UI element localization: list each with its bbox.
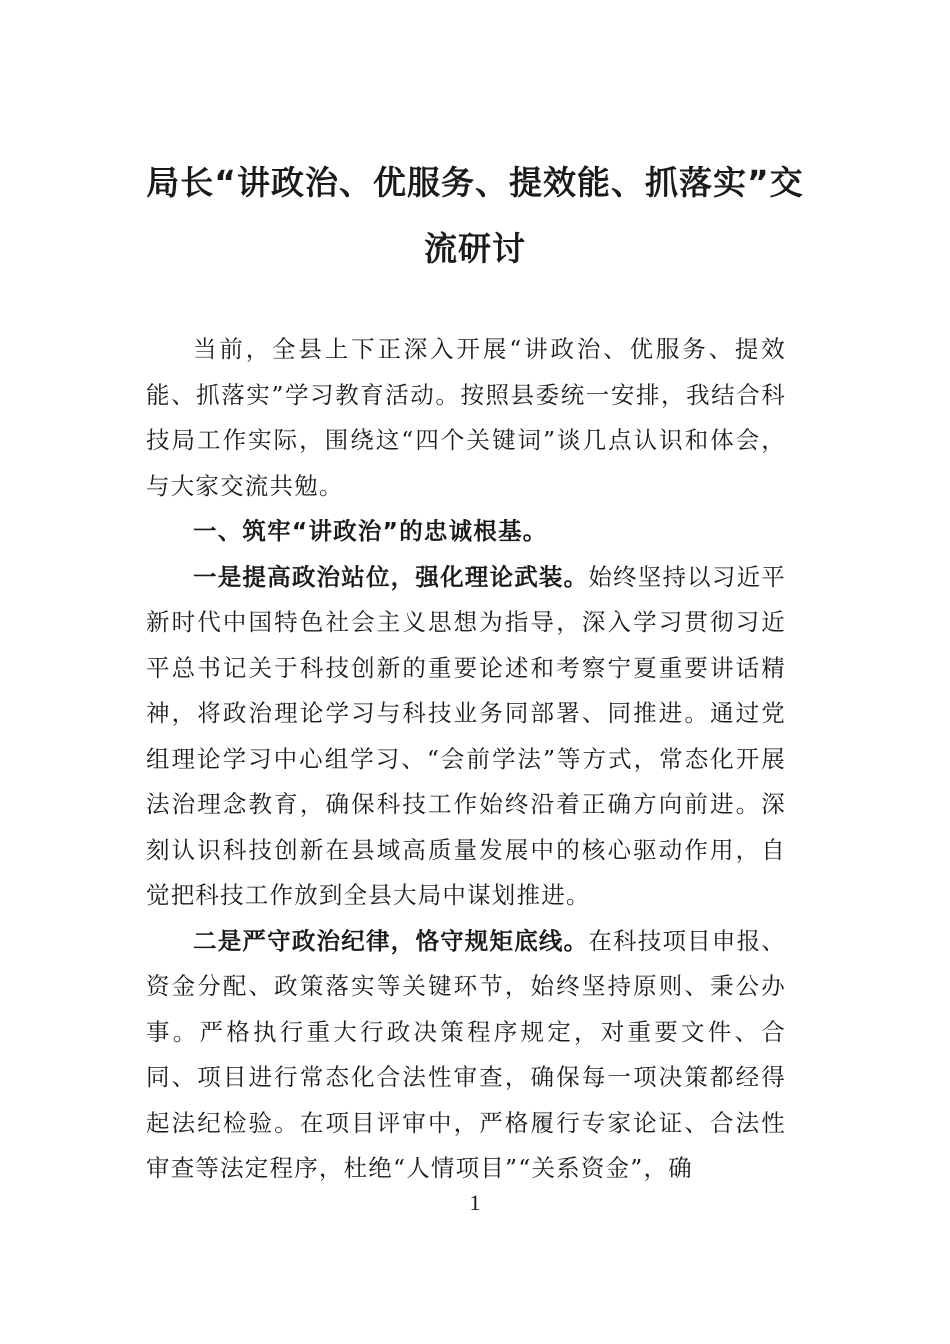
paragraph-1-lead: 一是提高政治站位，强化理论武装。 xyxy=(193,562,589,591)
paragraph-1 xyxy=(146,555,786,919)
document-title: 局长“讲政治、优服务、提效能、抓落实”交流研讨 xyxy=(146,163,804,268)
page-number: 1 xyxy=(469,1190,481,1215)
paragraph-2-body: 在科技项目申报、资金分配、政策落实等关键环节，始终坚持原则、秉公办事。严格执行重大行政决策程序规定，对重要文件、合同、项目进行常态化合法性审查，确保每一项决策都经得起法纪检验。在项目评审中，严格履行专家论证、合法性审查等法定程序，杜绝“人情项目”“关系资金”，确 xyxy=(146,926,787,1182)
document-body xyxy=(146,327,786,1192)
paragraph-2-lead: 二是严守政治纪律，恪守规矩底线。 xyxy=(193,926,589,955)
section-heading: 一、筑牢“讲政治”的忠诚根基。 xyxy=(193,517,548,545)
paragraph-2 xyxy=(146,919,786,1192)
intro-paragraph: 当前，全县上下正深入开展“讲政治、优服务、提效能、抓落实”学习教育活动。按照县委统一安排，我结合科技局工作实际，围绕这“四个关键词”谈几点认识和体会，与大家交流共勉。 xyxy=(146,335,786,500)
paragraph-1-body: 始终坚持以习近平新时代中国特色社会主义思想为指导，深入学习贯彻习近平总书记关于科技创新的重要论述和考察宁夏重要讲话精神，将政治理论学习与科技业务同部署、同推进。通过党组理论学习中心组学习、“会前学法”等方式，常态化开展法治理念教育，确保科技工作始终沿着正确方向前进。深刻认识科技创新在县域高质量发展中的核心驱动作用，自觉把科技工作放到全县大局中谋划推进。 xyxy=(146,562,787,909)
